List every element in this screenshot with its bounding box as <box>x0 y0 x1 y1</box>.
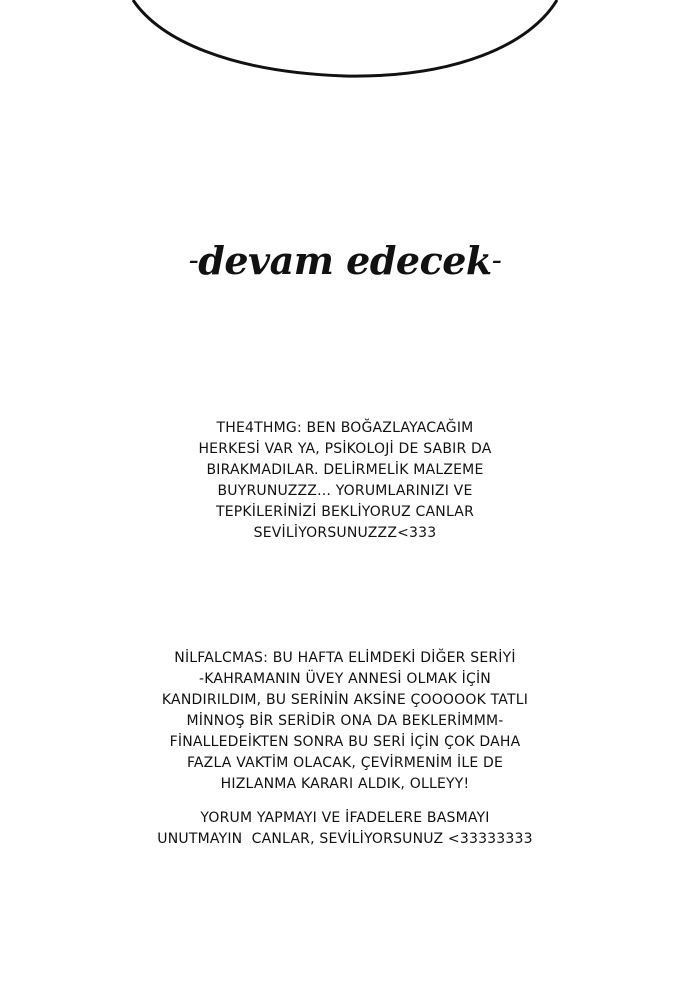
note-line: -KAHRAMANIN ÜVEY ANNESİ OLMAK İÇİN <box>199 671 491 687</box>
title-dash-right: - <box>491 243 502 278</box>
translator-note-2 <box>0 648 690 795</box>
note-line: BUYRUNUZZZ... YORUMLARINIZI VE <box>217 483 473 499</box>
note-line: YORUM YAPMAYI VE İFADELERE BASMAYI <box>200 810 490 826</box>
reminder-note <box>0 808 690 850</box>
note-line: SEVİLİYORSUNUZZZ<333 <box>253 525 437 541</box>
note-line: MİNNOŞ BİR SERİDİR ONA DA BEKLERİMMM- <box>186 713 504 729</box>
note-line: KANDIRILDIM, BU SERİNİN AKSİNE ÇOOOOOK TATLI <box>161 692 529 708</box>
speech-bubble-edge <box>0 0 690 100</box>
note-line: THE4THMG: BEN BOĞAZLAYACAĞIM <box>216 420 474 436</box>
note-line: UNUTMAYIN CANLAR, SEVİLİYORSUNUZ <33333333 <box>157 831 533 847</box>
title-dash-left: - <box>188 243 199 278</box>
note-line: BIRAKMADILAR. DELİRMELİK MALZEME <box>206 462 484 478</box>
note-line: FAZLA VAKTİM OLACAK, ÇEVİRMENİM İLE DE <box>186 755 504 771</box>
to-be-continued-title <box>0 238 690 283</box>
note-line: HIZLANMA KARARI ALDIK, OLLEYY! <box>220 776 470 792</box>
note-line: HERKESİ VAR YA, PSİKOLOJİ DE SABIR DA <box>198 441 492 457</box>
note-line: FİNALLEDEİKTEN SONRA BU SERİ İÇİN ÇOK DAHA <box>169 734 521 750</box>
note-line: TEPKİLERİNİZİ BEKLİYORUZ CANLAR <box>215 504 474 520</box>
translator-note-1 <box>0 418 690 544</box>
title-text: devam edecek <box>198 238 492 283</box>
note-line: NİLFALCMAS: BU HAFTA ELİMDEKİ DİĞER SERİYİ <box>174 650 516 666</box>
